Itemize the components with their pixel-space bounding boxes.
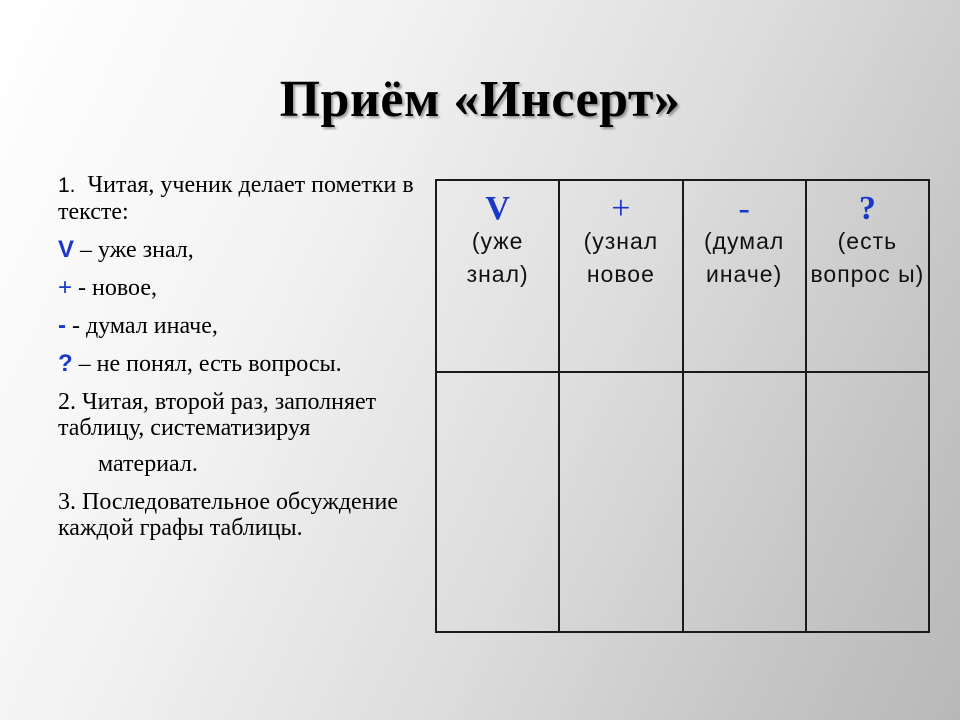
mark-text-question: – не понял, есть вопросы. — [72, 351, 342, 377]
empty-cell-question[interactable] — [806, 372, 929, 632]
table-header-row — [436, 180, 929, 372]
mark-item-plus — [58, 275, 438, 301]
step-3-text: 3. Последовательное обсуждение каждой графы таблицы. — [58, 489, 399, 541]
instructions-block — [58, 172, 438, 553]
mark-symbol-minus: - — [58, 312, 66, 339]
empty-cell-plus[interactable] — [559, 372, 682, 632]
mark-text-v: – уже знал, — [74, 237, 194, 263]
step-2 — [58, 389, 438, 441]
header-cell-minus — [683, 180, 806, 372]
header-cell-plus — [559, 180, 682, 372]
mark-item-v — [58, 237, 438, 263]
header-symbol-v: V — [485, 190, 510, 227]
header-desc-plus: (узнал новое — [583, 228, 659, 287]
mark-item-minus — [58, 313, 438, 339]
header-symbol-plus: + — [611, 190, 631, 227]
slide-title: Приём «Инсерт» — [279, 71, 681, 128]
header-cell-question — [806, 180, 929, 372]
mark-text-minus: - думал иначе, — [66, 313, 218, 339]
mark-symbol-question: ? — [58, 350, 73, 377]
header-symbol-minus: - — [738, 190, 750, 227]
step-1 — [58, 172, 438, 225]
header-symbol-question: ? — [858, 190, 876, 227]
empty-cell-v[interactable] — [436, 372, 559, 632]
mark-symbol-v: V — [58, 236, 75, 263]
table-body-row — [436, 372, 929, 632]
step-3 — [58, 489, 438, 541]
mark-symbol-plus: + — [58, 274, 73, 301]
header-cell-v — [436, 180, 559, 372]
step-2-continuation — [58, 451, 438, 477]
header-desc-minus: (думал иначе) — [703, 228, 785, 287]
step-2-cont-text: материал. — [98, 451, 198, 477]
step-2-text: 2. Читая, второй раз, заполняет таблицу, систематизируя — [58, 389, 377, 441]
mark-text-plus: - новое, — [72, 275, 157, 301]
insert-table — [435, 179, 930, 633]
step-1-text: Читая, ученик делает пометки в тексте: — [58, 172, 414, 225]
header-desc-question: (есть вопрос ы) — [810, 228, 925, 287]
mark-item-question — [58, 351, 438, 377]
empty-cell-minus[interactable] — [683, 372, 806, 632]
header-desc-v: (уже знал) — [466, 228, 529, 287]
step-1-number: 1. — [58, 174, 76, 197]
